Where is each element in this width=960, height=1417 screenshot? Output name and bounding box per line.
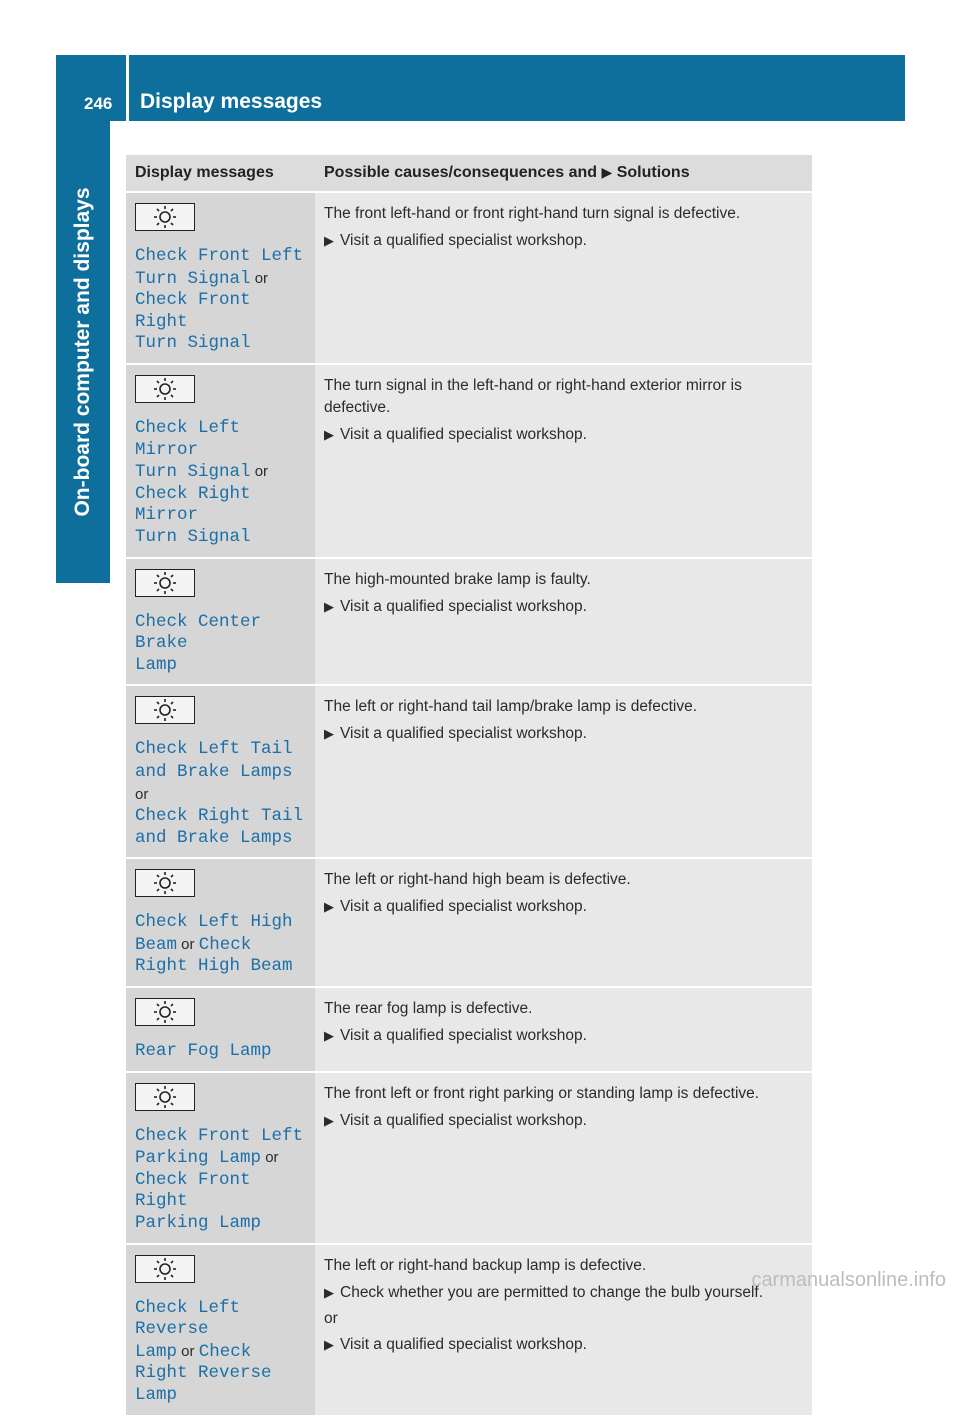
step-arrow-icon: ▶ [324, 233, 334, 248]
message-line: Right High Beam [135, 956, 293, 977]
display-message-cell [126, 558, 315, 686]
solution-step [324, 896, 804, 918]
message-line: Check [198, 934, 252, 955]
table-row [126, 685, 812, 858]
bulb-warning-icon [135, 569, 195, 597]
display-messages-table [126, 155, 812, 1417]
display-message-cell [126, 192, 315, 364]
solution-step-text: Visit a qualified specialist workshop. [340, 1111, 587, 1129]
message-line: Check Left High [135, 912, 293, 933]
step-arrow-icon: ▶ [324, 598, 334, 614]
solution-step [324, 230, 804, 252]
solution-step [324, 596, 804, 618]
display-message-text [135, 1041, 307, 1063]
table-row [126, 192, 812, 364]
step-arrow-icon: ▶ [324, 1028, 334, 1044]
cause-solution-cell [315, 364, 812, 558]
or-separator: or [177, 1342, 199, 1360]
cause-text: The left or right-hand tail lamp/brake lamp is defective. [324, 698, 698, 716]
cause-solution-cell [315, 558, 812, 686]
table-row [126, 364, 812, 558]
step-arrow-icon: ▶ [324, 899, 334, 915]
or-separator: or [250, 463, 269, 481]
cause-solution-cell [315, 192, 812, 364]
table-row [126, 1072, 812, 1244]
step-arrow-icon: ▶ [324, 1336, 334, 1352]
solution-step-text: Visit a qualified specialist workshop. [340, 725, 587, 743]
cause-solution-cell [315, 1072, 812, 1244]
footer-watermark: carmanualsonline.info [751, 1269, 946, 1291]
table-row [126, 858, 812, 987]
message-line: Check Left Tail [135, 739, 293, 760]
header-display-messages: Display messages [126, 155, 315, 192]
message-line: Turn Signal [135, 462, 251, 483]
cause-text: The left or right-hand backup lamp is defective. [324, 1256, 647, 1274]
header-causes-solutions [315, 155, 812, 192]
message-line: Turn Signal [135, 268, 251, 289]
solution-step-text: Check whether you are permitted to change the bulb yourself. [340, 1283, 764, 1301]
cause-solution-cell [315, 858, 812, 987]
cause-solution-cell [315, 987, 812, 1072]
cause-text: The high-mounted brake lamp is faulty. [324, 570, 591, 588]
message-line: Check Left Reverse [135, 1297, 241, 1340]
message-line: Rear Fog Lamp [135, 1041, 272, 1062]
step-arrow-icon: ▶ [324, 426, 334, 442]
display-message-text [135, 1126, 307, 1235]
message-line: Check Right Tail [135, 806, 304, 827]
message-line: Turn Signal [135, 526, 251, 547]
solution-step-text: Visit a qualified specialist workshop. [340, 597, 587, 615]
page-number: 246 [84, 94, 113, 113]
message-line: and Brake Lamps [135, 761, 293, 782]
or-separator: or [261, 1149, 279, 1167]
or-separator: or [324, 1309, 338, 1327]
chapter-label: On-board computer and displays [71, 187, 94, 517]
table-row [126, 987, 812, 1072]
message-line: Lamp [135, 1341, 178, 1362]
solution-step-text: Visit a qualified specialist workshop. [340, 425, 587, 443]
message-line: Check [198, 1341, 252, 1362]
bulb-warning-icon [135, 1255, 195, 1283]
display-message-text [135, 912, 307, 978]
message-line: and Brake Lamps [135, 827, 293, 848]
display-message-cell [126, 987, 315, 1072]
display-message-text [135, 612, 307, 677]
solution-step [324, 1110, 804, 1132]
solution-step-text: Visit a qualified specialist workshop. [340, 1335, 587, 1353]
solution-step-text: Visit a qualified specialist workshop. [340, 232, 587, 249]
message-line: Right Reverse Lamp [135, 1363, 272, 1405]
message-line: Beam [135, 934, 178, 955]
display-message-cell [126, 685, 315, 858]
bulb-warning-icon [135, 869, 195, 897]
bulb-warning-icon [135, 998, 195, 1026]
cause-text: The rear fog lamp is defective. [324, 1000, 533, 1018]
message-line: Check Left Mirror [135, 417, 241, 460]
message-line: Check Front Right [135, 1169, 251, 1212]
header-causes-prefix: Possible causes/consequences and [324, 164, 598, 181]
message-line: Check Front Left [135, 246, 304, 266]
step-arrow-icon: ▶ [324, 726, 334, 742]
bulb-warning-icon [135, 696, 195, 724]
message-line: Check Right Mirror [135, 483, 251, 526]
solution-step [324, 1334, 804, 1356]
message-line: Lamp [135, 654, 178, 675]
cause-text: The left or right-hand high beam is defective. [324, 871, 631, 889]
display-message-cell [126, 1244, 315, 1416]
step-arrow-icon: ▶ [324, 1112, 334, 1128]
or-separator: or [250, 269, 269, 287]
header-causes-suffix: Solutions [616, 164, 690, 181]
solution-step [324, 1282, 804, 1304]
display-message-text [135, 418, 307, 549]
message-line: Check Front Left [135, 1125, 304, 1146]
display-message-cell [126, 364, 315, 558]
display-message-text [135, 246, 307, 355]
table-row [126, 558, 812, 686]
solution-step [324, 1025, 804, 1047]
table-header-row [126, 155, 812, 192]
message-line: Check Center Brake [135, 611, 262, 654]
solution-step [324, 723, 804, 745]
or-separator: or [135, 785, 149, 803]
table-row [126, 1244, 812, 1416]
message-line: Check Front Right [135, 290, 251, 332]
cause-solution-cell [315, 1244, 812, 1416]
message-line: Turn Signal [135, 333, 251, 354]
cause-text: The front left-hand or front right-hand turn signal is defective. [324, 205, 741, 222]
play-arrow-icon: ▶ [601, 164, 613, 180]
header-divider [126, 55, 129, 121]
step-arrow-icon: ▶ [324, 1284, 334, 1300]
bulb-warning-icon [135, 1083, 195, 1111]
solution-step-text: Visit a qualified specialist workshop. [340, 1027, 587, 1045]
solution-step-text: Visit a qualified specialist workshop. [340, 898, 587, 916]
message-line: Parking Lamp [135, 1148, 262, 1169]
bulb-warning-icon [135, 203, 195, 231]
or-separator: or [177, 935, 199, 953]
cause-text: The front left or front right parking or standing lamp is defective. [324, 1084, 760, 1102]
bulb-warning-icon [135, 375, 195, 403]
display-message-text [135, 739, 307, 849]
cause-text: The turn signal in the left-hand or right-hand exterior mirror is defective. [324, 376, 742, 416]
page-title: Display messages [140, 90, 323, 113]
display-message-cell [126, 1072, 315, 1244]
message-line: Parking Lamp [135, 1213, 262, 1234]
display-message-text [135, 1298, 307, 1407]
cause-solution-cell [315, 685, 812, 858]
solution-step [324, 424, 804, 446]
display-message-cell [126, 858, 315, 987]
